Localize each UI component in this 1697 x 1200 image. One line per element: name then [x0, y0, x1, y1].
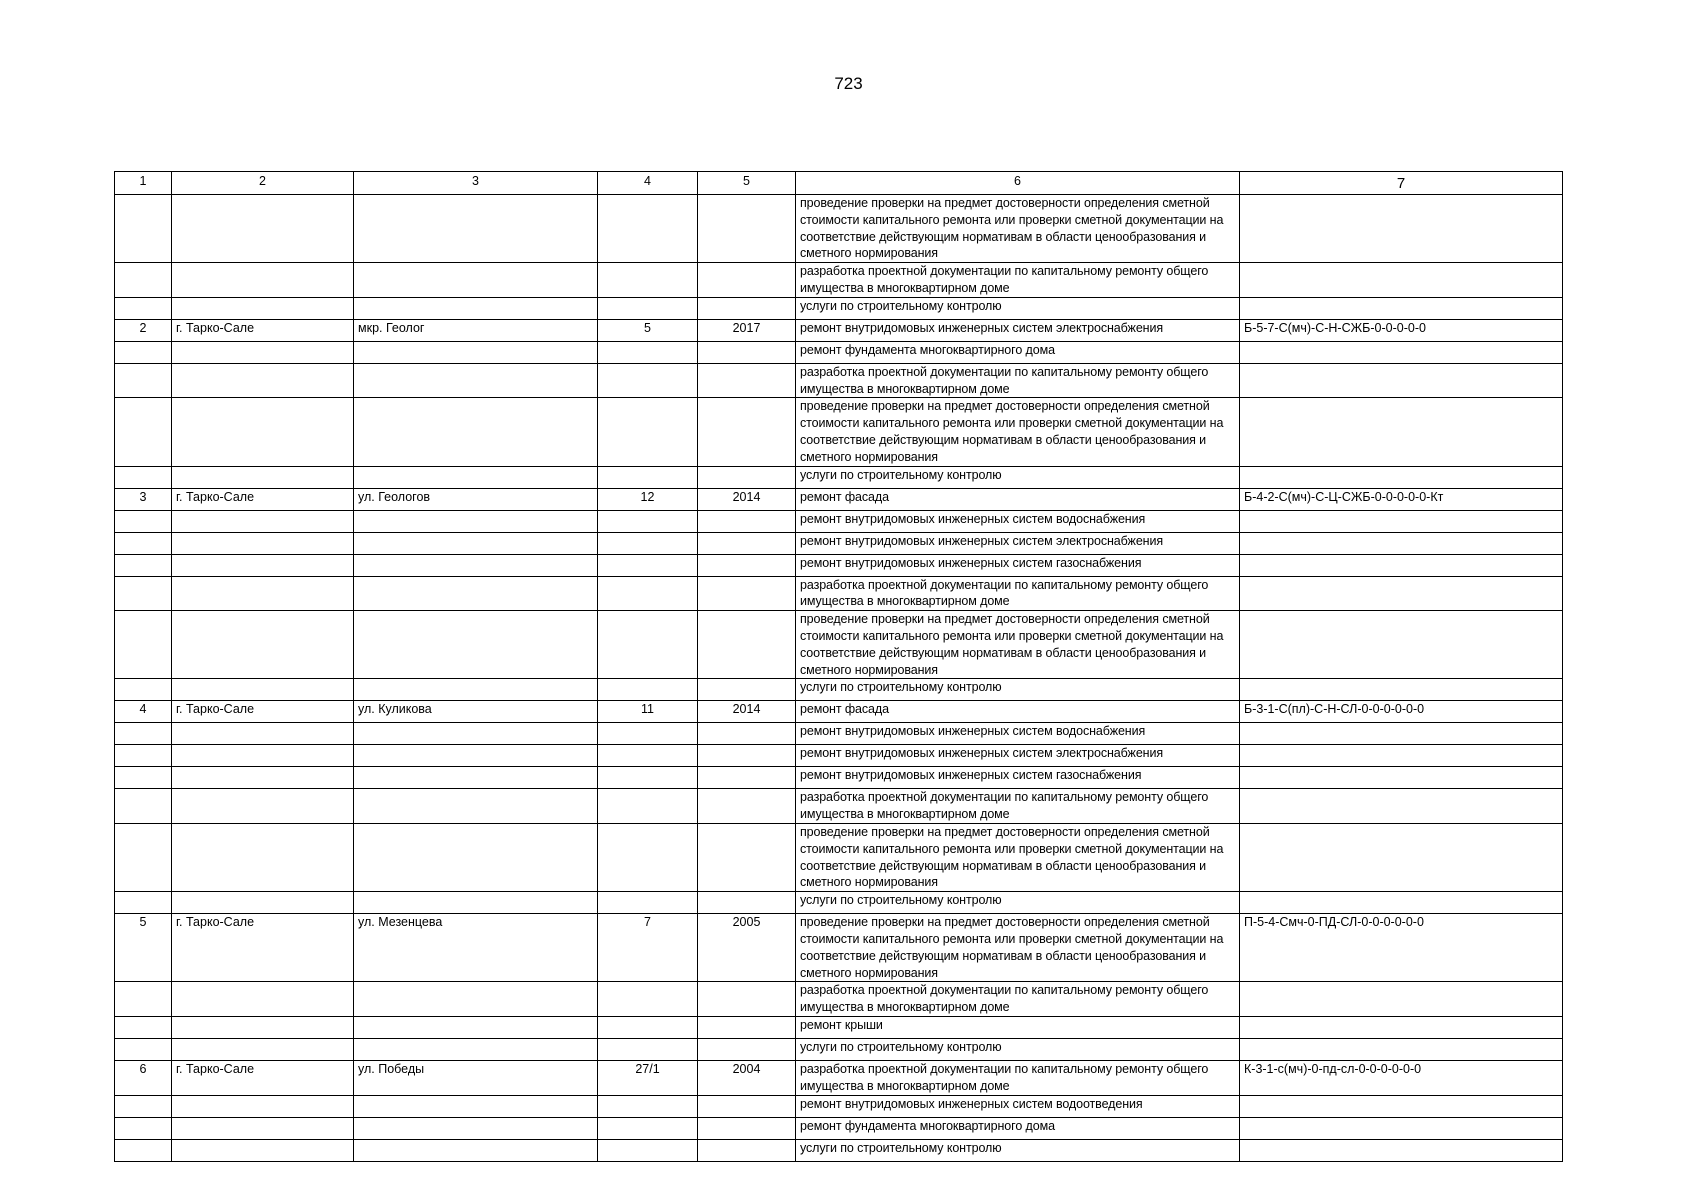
house-number-cell	[598, 679, 698, 701]
work-type-cell: разработка проектной документации по капитальному ремонту общего имущества в многоквартирном доме	[796, 263, 1240, 298]
street-cell	[354, 823, 598, 891]
house-number-cell	[598, 363, 698, 398]
house-number-cell	[598, 745, 698, 767]
table-row	[115, 263, 1563, 298]
year-cell	[698, 466, 796, 488]
year-cell	[698, 823, 796, 891]
work-type-cell: услуги по строительному контролю	[796, 466, 1240, 488]
city-cell	[172, 297, 354, 319]
house-code-cell	[1240, 1038, 1563, 1060]
row-number-cell: 5	[115, 914, 172, 982]
year-cell: 2014	[698, 701, 796, 723]
house-number-cell	[598, 823, 698, 891]
house-number-cell	[598, 1095, 698, 1117]
house-code-cell	[1240, 679, 1563, 701]
house-number-cell	[598, 767, 698, 789]
year-cell	[698, 554, 796, 576]
row-number-cell	[115, 510, 172, 532]
house-code-cell	[1240, 767, 1563, 789]
house-number-cell	[598, 297, 698, 319]
house-code-cell	[1240, 554, 1563, 576]
year-cell	[698, 723, 796, 745]
work-type-cell: разработка проектной документации по капитальному ремонту общего имущества в многоквартирном доме	[796, 982, 1240, 1017]
table-row	[115, 398, 1563, 466]
year-cell	[698, 297, 796, 319]
row-number-cell	[115, 611, 172, 679]
work-type-cell: разработка проектной документации по капитальному ремонту общего имущества в многоквартирном доме	[796, 1060, 1240, 1095]
row-number-cell	[115, 1117, 172, 1139]
city-cell	[172, 1139, 354, 1161]
work-type-cell: ремонт крыши	[796, 1016, 1240, 1038]
table-row	[115, 767, 1563, 789]
works-table	[114, 171, 1563, 1162]
city-cell	[172, 363, 354, 398]
table-row	[115, 363, 1563, 398]
house-code-cell	[1240, 1016, 1563, 1038]
table-row	[115, 341, 1563, 363]
house-number-cell	[598, 1016, 698, 1038]
work-type-cell: ремонт внутридомовых инженерных систем электроснабжения	[796, 319, 1240, 341]
house-code-cell	[1240, 363, 1563, 398]
house-code-cell: Б-5-7-С(мч)-С-Н-СЖБ-0-0-0-0-0	[1240, 319, 1563, 341]
city-cell	[172, 195, 354, 263]
house-number-cell	[598, 554, 698, 576]
street-cell	[354, 297, 598, 319]
header-cell-7: 7	[1240, 172, 1563, 195]
page-number: 723	[834, 74, 863, 93]
year-cell	[698, 1016, 796, 1038]
row-number-cell	[115, 297, 172, 319]
city-cell	[172, 398, 354, 466]
table-row	[115, 914, 1563, 982]
house-number-cell	[598, 892, 698, 914]
row-number-cell: 4	[115, 701, 172, 723]
table-row	[115, 1016, 1563, 1038]
house-number-cell: 7	[598, 914, 698, 982]
house-code-cell: Б-3-1-С(пл)-С-Н-СЛ-0-0-0-0-0-0	[1240, 701, 1563, 723]
work-type-cell: ремонт внутридомовых инженерных систем электроснабжения	[796, 745, 1240, 767]
street-cell: ул. Куликова	[354, 701, 598, 723]
table-row	[115, 554, 1563, 576]
city-cell: г. Тарко-Сале	[172, 1060, 354, 1095]
header-cell-1: 1	[115, 172, 172, 195]
row-number-cell: 2	[115, 319, 172, 341]
house-code-cell	[1240, 611, 1563, 679]
house-number-cell	[598, 341, 698, 363]
city-cell	[172, 576, 354, 611]
year-cell: 2005	[698, 914, 796, 982]
city-cell: г. Тарко-Сале	[172, 701, 354, 723]
city-cell	[172, 532, 354, 554]
house-number-cell	[598, 576, 698, 611]
street-cell	[354, 576, 598, 611]
row-number-cell	[115, 263, 172, 298]
row-number-cell	[115, 398, 172, 466]
table-row	[115, 823, 1563, 891]
year-cell	[698, 892, 796, 914]
street-cell	[354, 723, 598, 745]
row-number-cell	[115, 363, 172, 398]
year-cell	[698, 1095, 796, 1117]
house-code-cell	[1240, 789, 1563, 824]
year-cell	[698, 745, 796, 767]
header-cell-3: 3	[354, 172, 598, 195]
table-row	[115, 532, 1563, 554]
city-cell: г. Тарко-Сале	[172, 319, 354, 341]
street-cell	[354, 510, 598, 532]
table-row	[115, 892, 1563, 914]
table-row	[115, 611, 1563, 679]
header-cell-4: 4	[598, 172, 698, 195]
row-number-cell	[115, 892, 172, 914]
table-row	[115, 1095, 1563, 1117]
house-code-cell	[1240, 892, 1563, 914]
house-code-cell	[1240, 1117, 1563, 1139]
street-cell	[354, 611, 598, 679]
row-number-cell	[115, 823, 172, 891]
work-type-cell: услуги по строительному контролю	[796, 892, 1240, 914]
year-cell	[698, 510, 796, 532]
table-header-row	[115, 172, 1563, 195]
row-number-cell: 3	[115, 488, 172, 510]
house-code-cell	[1240, 576, 1563, 611]
house-code-cell	[1240, 398, 1563, 466]
year-cell	[698, 576, 796, 611]
street-cell	[354, 767, 598, 789]
year-cell	[698, 982, 796, 1017]
table-row	[115, 1139, 1563, 1161]
work-type-cell: ремонт внутридомовых инженерных систем водоснабжения	[796, 723, 1240, 745]
house-code-cell	[1240, 195, 1563, 263]
row-number-cell	[115, 195, 172, 263]
table-row	[115, 982, 1563, 1017]
house-number-cell: 11	[598, 701, 698, 723]
house-code-cell	[1240, 823, 1563, 891]
house-number-cell	[598, 723, 698, 745]
work-type-cell: ремонт внутридомовых инженерных систем водоснабжения	[796, 510, 1240, 532]
house-number-cell: 5	[598, 319, 698, 341]
house-code-cell	[1240, 532, 1563, 554]
table-row	[115, 510, 1563, 532]
house-number-cell: 12	[598, 488, 698, 510]
table-row	[115, 745, 1563, 767]
street-cell	[354, 1095, 598, 1117]
work-type-cell: услуги по строительному контролю	[796, 1139, 1240, 1161]
city-cell	[172, 611, 354, 679]
row-number-cell	[115, 532, 172, 554]
work-type-cell: проведение проверки на предмет достоверности определения сметной стоимости капитального ремонта или проверки сметной документации на соответствие действующим нормативам в области ценообразования и сметного нормирования	[796, 398, 1240, 466]
house-number-cell	[598, 982, 698, 1017]
table-row	[115, 466, 1563, 488]
house-code-cell	[1240, 297, 1563, 319]
street-cell	[354, 195, 598, 263]
work-type-cell: ремонт фасада	[796, 488, 1240, 510]
work-type-cell: ремонт фасада	[796, 701, 1240, 723]
year-cell	[698, 1117, 796, 1139]
house-code-cell	[1240, 1095, 1563, 1117]
house-code-cell	[1240, 466, 1563, 488]
year-cell: 2004	[698, 1060, 796, 1095]
row-number-cell	[115, 1139, 172, 1161]
city-cell	[172, 789, 354, 824]
work-type-cell: услуги по строительному контролю	[796, 297, 1240, 319]
table-row	[115, 195, 1563, 263]
street-cell	[354, 1038, 598, 1060]
city-cell	[172, 767, 354, 789]
city-cell	[172, 1117, 354, 1139]
house-number-cell	[598, 1038, 698, 1060]
city-cell	[172, 679, 354, 701]
work-type-cell: разработка проектной документации по капитальному ремонту общего имущества в многоквартирном доме	[796, 789, 1240, 824]
work-type-cell: ремонт внутридомовых инженерных систем газоснабжения	[796, 767, 1240, 789]
year-cell: 2014	[698, 488, 796, 510]
street-cell: ул. Геологов	[354, 488, 598, 510]
house-code-cell	[1240, 745, 1563, 767]
work-type-cell: проведение проверки на предмет достоверности определения сметной стоимости капитального ремонта или проверки сметной документации на соответствие действующим нормативам в области ценообразования и сметного нормирования	[796, 611, 1240, 679]
year-cell	[698, 1038, 796, 1060]
table-row	[115, 679, 1563, 701]
year-cell	[698, 363, 796, 398]
row-number-cell	[115, 789, 172, 824]
street-cell: ул. Победы	[354, 1060, 598, 1095]
street-cell	[354, 466, 598, 488]
house-number-cell: 27/1	[598, 1060, 698, 1095]
work-type-cell: ремонт внутридомовых инженерных систем газоснабжения	[796, 554, 1240, 576]
street-cell	[354, 554, 598, 576]
street-cell	[354, 982, 598, 1017]
street-cell	[354, 679, 598, 701]
city-cell	[172, 263, 354, 298]
row-number-cell: 6	[115, 1060, 172, 1095]
table-row	[115, 1117, 1563, 1139]
street-cell	[354, 398, 598, 466]
city-cell	[172, 823, 354, 891]
house-number-cell	[598, 1117, 698, 1139]
street-cell	[354, 263, 598, 298]
city-cell	[172, 723, 354, 745]
table-body	[115, 195, 1563, 1162]
house-code-cell: П-5-4-Смч-0-ПД-СЛ-0-0-0-0-0-0	[1240, 914, 1563, 982]
house-code-cell	[1240, 341, 1563, 363]
work-type-cell: ремонт внутридомовых инженерных систем водоотведения	[796, 1095, 1240, 1117]
city-cell: г. Тарко-Сале	[172, 488, 354, 510]
house-code-cell: Б-4-2-С(мч)-С-Ц-СЖБ-0-0-0-0-0-Кт	[1240, 488, 1563, 510]
work-type-cell: проведение проверки на предмет достоверности определения сметной стоимости капитального ремонта или проверки сметной документации на соответствие действующим нормативам в области ценообразования и сметного нормирования	[796, 914, 1240, 982]
city-cell	[172, 341, 354, 363]
year-cell	[698, 263, 796, 298]
city-cell	[172, 1095, 354, 1117]
street-cell	[354, 1016, 598, 1038]
year-cell	[698, 398, 796, 466]
house-number-cell	[598, 1139, 698, 1161]
house-code-cell	[1240, 510, 1563, 532]
work-type-cell: разработка проектной документации по капитальному ремонту общего имущества в многоквартирном доме	[796, 363, 1240, 398]
city-cell: г. Тарко-Сале	[172, 914, 354, 982]
row-number-cell	[115, 679, 172, 701]
city-cell	[172, 1038, 354, 1060]
row-number-cell	[115, 1038, 172, 1060]
header-cell-6: 6	[796, 172, 1240, 195]
house-code-cell	[1240, 982, 1563, 1017]
house-code-cell	[1240, 723, 1563, 745]
work-type-cell: ремонт фундамента многоквартирного дома	[796, 341, 1240, 363]
street-cell	[354, 341, 598, 363]
house-number-cell	[598, 263, 698, 298]
house-code-cell	[1240, 263, 1563, 298]
year-cell	[698, 789, 796, 824]
year-cell	[698, 341, 796, 363]
year-cell	[698, 1139, 796, 1161]
street-cell	[354, 1139, 598, 1161]
house-code-cell	[1240, 1139, 1563, 1161]
row-number-cell	[115, 745, 172, 767]
table-row	[115, 319, 1563, 341]
header-cell-2: 2	[172, 172, 354, 195]
table-row	[115, 488, 1563, 510]
work-type-cell: разработка проектной документации по капитальному ремонту общего имущества в многоквартирном доме	[796, 576, 1240, 611]
year-cell	[698, 195, 796, 263]
table-row	[115, 576, 1563, 611]
city-cell	[172, 510, 354, 532]
row-number-cell	[115, 1016, 172, 1038]
house-number-cell	[598, 510, 698, 532]
house-number-cell	[598, 466, 698, 488]
house-number-cell	[598, 789, 698, 824]
header-cell-5: 5	[698, 172, 796, 195]
work-type-cell: ремонт фундамента многоквартирного дома	[796, 1117, 1240, 1139]
city-cell	[172, 554, 354, 576]
row-number-cell	[115, 723, 172, 745]
year-cell	[698, 611, 796, 679]
house-number-cell	[598, 398, 698, 466]
year-cell: 2017	[698, 319, 796, 341]
city-cell	[172, 982, 354, 1017]
table-row	[115, 701, 1563, 723]
table-row	[115, 1060, 1563, 1095]
street-cell	[354, 789, 598, 824]
year-cell	[698, 679, 796, 701]
house-number-cell	[598, 611, 698, 679]
street-cell	[354, 1117, 598, 1139]
row-number-cell	[115, 341, 172, 363]
house-number-cell	[598, 195, 698, 263]
house-number-cell	[598, 532, 698, 554]
city-cell	[172, 466, 354, 488]
work-type-cell: ремонт внутридомовых инженерных систем электроснабжения	[796, 532, 1240, 554]
street-cell: ул. Мезенцева	[354, 914, 598, 982]
street-cell	[354, 892, 598, 914]
street-cell	[354, 745, 598, 767]
work-type-cell: проведение проверки на предмет достоверности определения сметной стоимости капитального ремонта или проверки сметной документации на соответствие действующим нормативам в области ценообразования и сметного нормирования	[796, 195, 1240, 263]
table-row	[115, 723, 1563, 745]
table-row	[115, 297, 1563, 319]
street-cell: мкр. Геолог	[354, 319, 598, 341]
street-cell	[354, 532, 598, 554]
row-number-cell	[115, 1095, 172, 1117]
row-number-cell	[115, 576, 172, 611]
year-cell	[698, 767, 796, 789]
table-row	[115, 1038, 1563, 1060]
row-number-cell	[115, 767, 172, 789]
row-number-cell	[115, 466, 172, 488]
work-type-cell: услуги по строительному контролю	[796, 679, 1240, 701]
row-number-cell	[115, 554, 172, 576]
city-cell	[172, 1016, 354, 1038]
house-code-cell: К-3-1-с(мч)-0-пд-сл-0-0-0-0-0-0	[1240, 1060, 1563, 1095]
city-cell	[172, 745, 354, 767]
work-type-cell: проведение проверки на предмет достоверности определения сметной стоимости капитального ремонта или проверки сметной документации на соответствие действующим нормативам в области ценообразования и сметного нормирования	[796, 823, 1240, 891]
work-type-cell: услуги по строительному контролю	[796, 1038, 1240, 1060]
street-cell	[354, 363, 598, 398]
row-number-cell	[115, 982, 172, 1017]
year-cell	[698, 532, 796, 554]
table-row	[115, 789, 1563, 824]
city-cell	[172, 892, 354, 914]
